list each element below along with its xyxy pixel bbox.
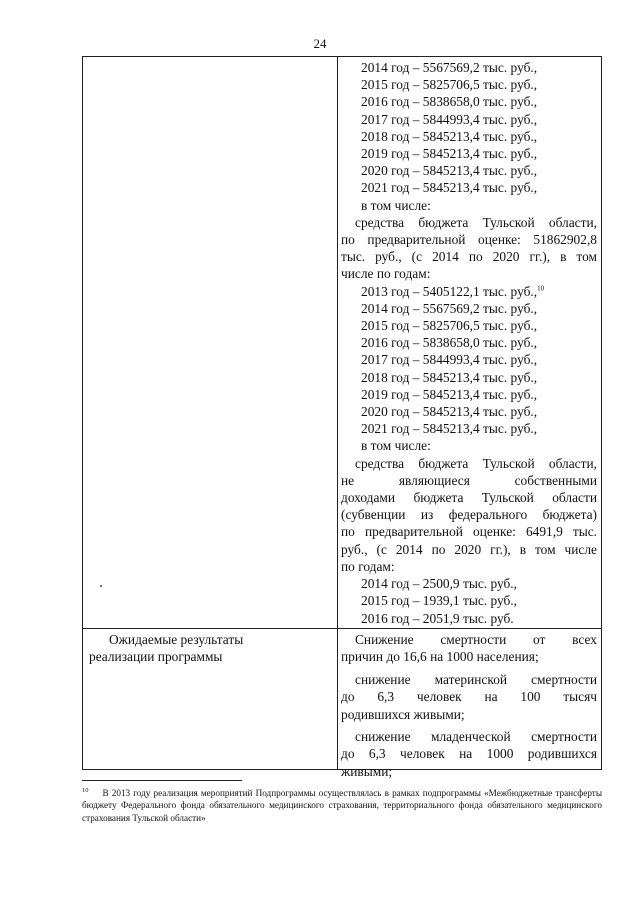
scan-speck [100, 585, 102, 587]
year-line: 2020 год – 5845213,4 тыс. руб., [361, 404, 538, 420]
result-line: снижение материнской смертности [355, 671, 597, 687]
year-line: 2021 год – 5845213,4 тыс. руб., [361, 421, 538, 437]
program-passport-table [82, 56, 602, 779]
results-label-line: Ожидаемые результаты [109, 632, 244, 647]
results-cell [341, 631, 597, 780]
footnote-text: В 2013 году реализация мероприятий Подпрограммы осуществлялась в рамках подпрограммы «Межбюджетные трансферты бюджету Федерального фонда обязательного медицинского страхования, территориального фонда обязательного медицинского страхования Тульской области» [82, 788, 602, 823]
in-total-label: в том числе: [361, 197, 431, 213]
year-line: 2019 год – 5845213,4 тыс. руб., [361, 146, 538, 162]
result-line: Снижение смертности от всех [355, 632, 597, 647]
footnote-separator [82, 780, 242, 781]
regional-budget-line: по предварительной оценке: 51862902,8 [341, 232, 597, 248]
result-item [341, 631, 597, 666]
column-divider [337, 57, 338, 769]
year-line: 2018 год – 5845213,4 тыс. руб., [361, 128, 538, 144]
year-line: 2015 год – 5825706,5 тыс. руб., [361, 318, 538, 334]
footnote [82, 787, 602, 824]
year-line: 2014 год – 5567569,2 тыс. руб., [361, 60, 538, 75]
page-number: 24 [313, 36, 327, 51]
result-item [341, 728, 597, 780]
result-item [341, 671, 597, 723]
year-line: 2017 год – 5844993,4 тыс. руб., [361, 111, 538, 127]
footnote-number: 10 [82, 786, 89, 794]
year-line: 2020 год – 5845213,4 тыс. руб., [361, 163, 538, 179]
non-own-line: (субвенции из федерального бюджета) [341, 507, 597, 523]
row-divider [83, 628, 601, 629]
non-own-line: по предварительной оценке: 6491,9 тыс. [341, 524, 597, 540]
result-line: родившихся живыми; [341, 706, 465, 722]
non-own-line: по годам: [341, 558, 395, 574]
year-line: 2015 год – 1939,1 тыс. руб., [361, 593, 518, 609]
year-line: 2018 год – 5845213,4 тыс. руб., [361, 369, 538, 385]
non-own-line: средства бюджета Тульской области, [355, 455, 597, 471]
result-line: причин до 16,6 на 1000 населения; [341, 649, 539, 665]
footnote-ref: 10 [537, 284, 545, 293]
year-line: 2017 год – 5844993,4 тыс. руб., [361, 352, 538, 368]
regional-budget-line: средства бюджета Тульской области, [355, 214, 597, 230]
result-line: живыми; [341, 763, 393, 779]
year-line: 2015 год – 5825706,5 тыс. руб., [361, 77, 538, 93]
year-line: 2014 год – 5567569,2 тыс. руб., [361, 300, 538, 316]
year-line: 2016 год – 5838658,0 тыс. руб., [361, 94, 538, 110]
non-own-line: доходами бюджета Тульской области [341, 490, 597, 506]
non-own-line: не являющиеся собственными [341, 472, 597, 488]
year-line: 2014 год – 2500,9 тыс. руб., [361, 576, 518, 592]
results-label-cell [89, 631, 329, 665]
year-line-2013 [341, 283, 597, 300]
year-line: 2021 год – 5845213,4 тыс. руб., [361, 180, 538, 196]
finance-cell [341, 59, 597, 627]
regional-budget-line: тыс. руб., (с 2014 по 2020 гг.), в том [341, 249, 597, 265]
non-own-line: руб., (с 2014 по 2020 гг.), в том числе [341, 541, 597, 557]
year-line: 2016 год – 5838658,0 тыс. руб., [361, 335, 538, 351]
year-line: 2019 год – 5845213,4 тыс. руб., [361, 386, 538, 402]
in-total-label: в том числе: [361, 438, 431, 454]
regional-budget-line: числе по годам: [341, 266, 431, 282]
result-line: до 6,3 человек на 100 тысяч [341, 689, 597, 705]
year-line: 2016 год – 2051,9 тыс. руб. [361, 610, 514, 626]
result-line: снижение младенческой смертности [355, 729, 597, 745]
year-2013-text: 2013 год – 5405122,1 тыс. руб., [361, 283, 538, 299]
result-line: до 6,3 человек на 1000 родившихся [341, 746, 597, 762]
results-label-line: реализации программы [89, 649, 223, 664]
